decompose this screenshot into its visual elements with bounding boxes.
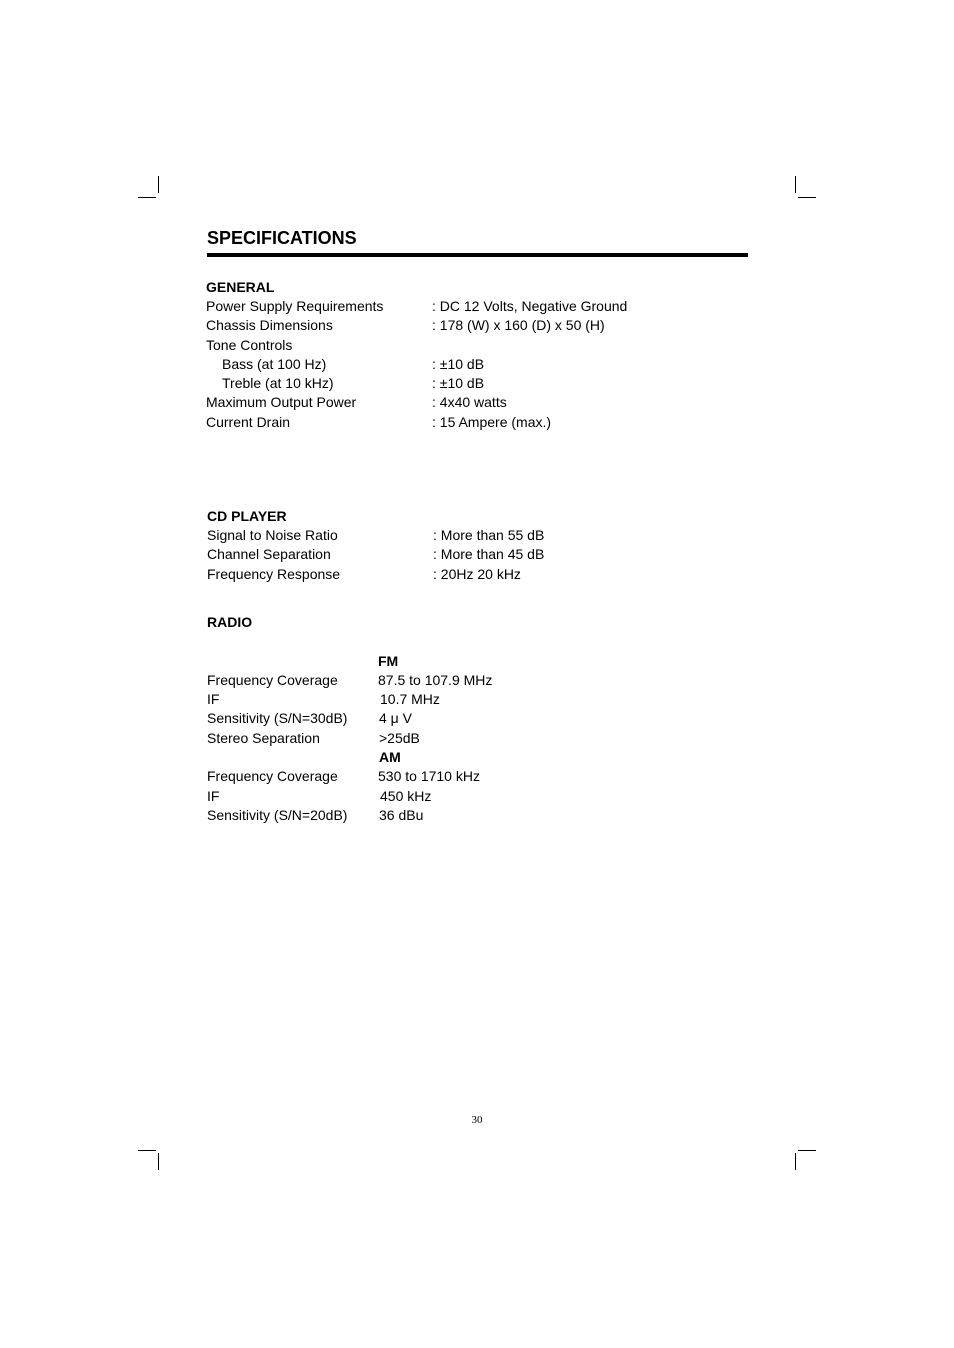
spec-value: : ±10 dB (432, 356, 485, 372)
spec-label: Sensitivity (S/N=20dB) (207, 807, 348, 823)
general-heading: GENERAL (206, 279, 275, 295)
am-heading: AM (379, 749, 401, 765)
spec-label: Maximum Output Power (206, 394, 357, 410)
spec-label: Treble (at 10 kHz) (222, 375, 334, 391)
spec-value: 10.7 MHz (380, 691, 440, 707)
spec-value: : ±10 dB (432, 375, 485, 391)
crop-mark-top-left (138, 197, 156, 198)
spec-value: >25dB (379, 730, 420, 746)
spec-label: Channel Separation (207, 546, 331, 562)
fm-heading: FM (378, 653, 399, 669)
spec-value: 87.5 to 107.9 MHz (378, 672, 493, 688)
spec-value: : 15 Ampere (max.) (432, 414, 552, 430)
spec-label: Chassis Dimensions (206, 317, 333, 333)
cd-player-heading: CD PLAYER (207, 508, 287, 524)
crop-mark-bottom-right (798, 1150, 816, 1151)
page-number: 30 (471, 1114, 483, 1126)
spec-label: Signal to Noise Ratio (207, 527, 338, 543)
spec-value: : More than 45 dB (433, 546, 545, 562)
title-rule (207, 253, 748, 257)
spec-label: Stereo Separation (207, 730, 320, 746)
spec-value: : 178 (W) x 160 (D) x 50 (H) (432, 317, 605, 333)
spec-value: : More than 55 dB (433, 527, 545, 543)
spec-label: IF (207, 691, 220, 707)
spec-label: Current Drain (206, 414, 291, 430)
spec-label: Frequency Coverage (207, 768, 338, 784)
spec-value: 450 kHz (380, 788, 432, 804)
spec-value: 4 μ V (379, 710, 412, 726)
radio-heading: RADIO (207, 614, 253, 630)
spec-label: IF (207, 788, 220, 804)
crop-mark-top-right (798, 197, 816, 198)
spec-value: : 20Hz 20 kHz (433, 566, 521, 582)
spec-label: Frequency Coverage (207, 672, 338, 688)
spec-label: Power Supply Requirements (206, 298, 384, 314)
spec-value: : 4x40 watts (432, 394, 507, 410)
crop-mark-bottom-right (795, 1153, 796, 1170)
crop-mark-top-left (158, 176, 159, 193)
spec-label: Bass (at 100 Hz) (222, 356, 327, 372)
spec-value: 530 to 1710 kHz (378, 768, 480, 784)
spec-value: 36 dBu (379, 807, 424, 823)
spec-label: Tone Controls (206, 337, 293, 353)
page-title: SPECIFICATIONS (207, 228, 357, 248)
spec-value: : DC 12 Volts, Negative Ground (432, 298, 628, 314)
spec-label: Frequency Response (207, 566, 341, 582)
spec-label: Sensitivity (S/N=30dB) (207, 710, 348, 726)
crop-mark-bottom-left (138, 1150, 156, 1151)
crop-mark-bottom-left (158, 1153, 159, 1170)
crop-mark-top-right (795, 176, 796, 193)
